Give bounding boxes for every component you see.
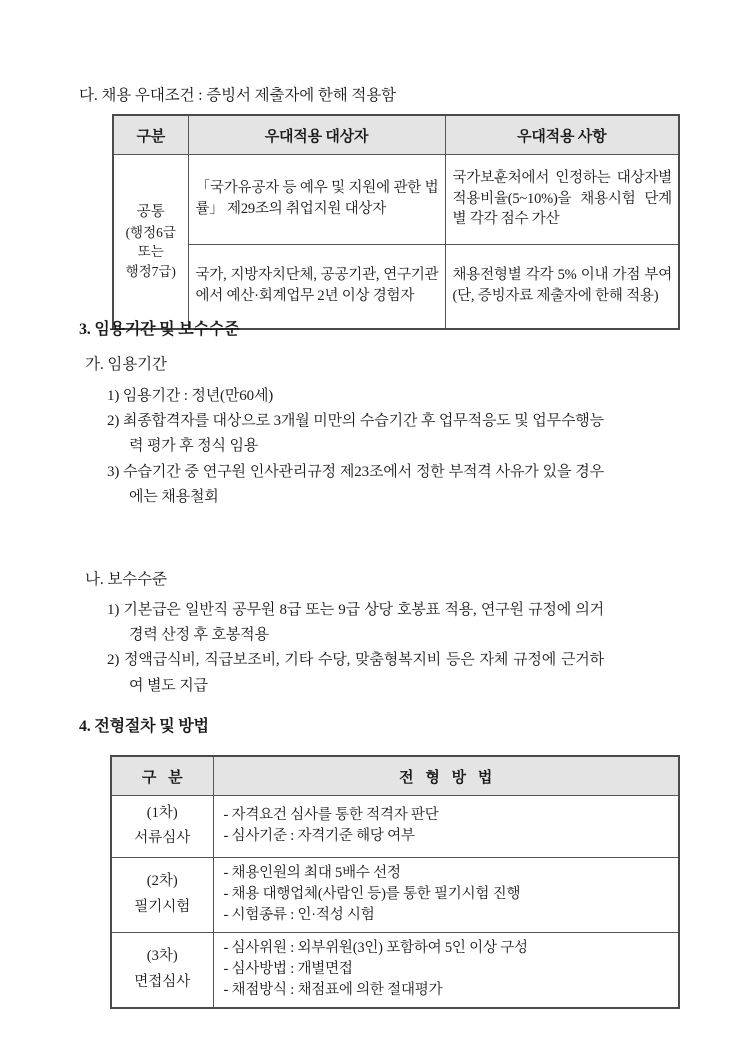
method-line: - 심사기준 : 자격기준 해당 여부 (223, 827, 415, 844)
stage-name-label: 서류심사 (134, 830, 191, 847)
heading-3b-salary-level: 나. 보수수준 (85, 571, 167, 588)
list-item: 1) 기본급은 일반직 공무원 8급 또는 9급 상당 호봉표 적용, 연구원 규정에 의거 경력 산정 후 호봉적용 (107, 602, 604, 644)
col-header-category: 구분 (113, 115, 188, 155)
table-row (113, 245, 679, 330)
method-line: - 자격요건 심사를 통한 적격자 판단 (223, 806, 439, 823)
col-header-benefit: 우대적용 사항 (445, 115, 679, 155)
method-line: - 채용인원의 최대 5배수 선정 (223, 864, 401, 881)
category-main-label: 공통 (136, 203, 165, 220)
table-row (113, 155, 679, 245)
list-3a-items (0, 384, 604, 510)
table-row (111, 932, 679, 1008)
list-item: 2) 정액급식비, 직급보조비, 기타 수당, 맞춤형복지비 등은 자체 규정에 근거하여 별도 지급 (107, 652, 604, 694)
method-line: - 채용 대행업체(사람인 등)를 통한 필기시험 진행 (223, 885, 521, 902)
method-line: - 심사위원 : 외부위원(3인) 포함하여 5인 이상 구성 (223, 939, 528, 956)
table-header-row (111, 756, 679, 796)
method-line: - 채점방식 : 채점표에 의한 절대평가 (223, 981, 443, 998)
cell-benefit-1: 국가보훈처에서 인정하는 대상자별 적용비율(5~10%)을 채용시험 단계별 각각 점수 가산 (445, 155, 679, 245)
selection-process-table (110, 755, 680, 1009)
col-header-method: 전 형 방 법 (213, 756, 679, 796)
stage-name-label: 필기시험 (134, 898, 191, 915)
category-sub-line-1: (행정6급 (125, 224, 176, 240)
list-item: 3) 수습기간 중 연구원 인사관리규정 제23조에서 정한 부적격 사유가 있을 경우에는 채용철회 (107, 463, 604, 505)
cell-stage-3 (111, 932, 213, 1008)
list-item: 2) 최종합격자를 대상으로 3개월 미만의 수습기간 후 업무적응도 및 업무수행능력 평가 후 정식 임용 (107, 413, 604, 455)
cell-benefit-2: 채용전형별 각각 5% 이내 가점 부여 (단, 증빙자료 제출자에 한해 적용) (445, 245, 679, 330)
stage-name-label: 면접심사 (134, 973, 191, 990)
cell-stage-1 (111, 796, 213, 858)
cell-target-2: 국가, 지방자치단체, 공공기관, 연구기관에서 예산·회계업무 2년 이상 경험자 (188, 245, 445, 330)
stage-round-label: (1차) (146, 805, 178, 821)
cell-stage-2 (111, 857, 213, 932)
list-item: 1) 임용기간 : 정년(만60세) (107, 388, 274, 404)
table-row (111, 796, 679, 858)
cell-method-3 (213, 932, 679, 1008)
cell-target-1: 「국가유공자 등 예우 및 지원에 관한 법률」 제29조의 취업지원 대상자 (188, 155, 445, 245)
method-line: - 시험종류 : 인·적성 시험 (223, 906, 375, 923)
heading-3a-appointment-period: 가. 임용기간 (85, 356, 167, 373)
category-sub-line-2: 또는 (137, 244, 164, 260)
preference-conditions-table (112, 114, 680, 330)
list-3b-items (0, 598, 604, 699)
table-row (111, 857, 679, 932)
cell-category (113, 155, 188, 330)
col-header-stage: 구 분 (111, 756, 213, 796)
heading-preference-conditions: 다. 채용 우대조건 : 증빙서 제출자에 한해 적용함 (79, 87, 396, 104)
cell-method-1 (213, 796, 679, 858)
heading-section-4: 4. 전형절차 및 방법 (79, 718, 209, 735)
method-line: - 심사방법 : 개별면접 (223, 960, 353, 977)
stage-round-label: (2차) (146, 873, 178, 890)
heading-section-3: 3. 임용기간 및 보수수준 (79, 321, 240, 338)
stage-round-label: (3차) (146, 948, 178, 965)
table-header-row (113, 115, 679, 155)
col-header-target: 우대적용 대상자 (188, 115, 445, 155)
category-sub-line-3: 행정7급) (125, 263, 176, 279)
cell-method-2 (213, 857, 679, 932)
